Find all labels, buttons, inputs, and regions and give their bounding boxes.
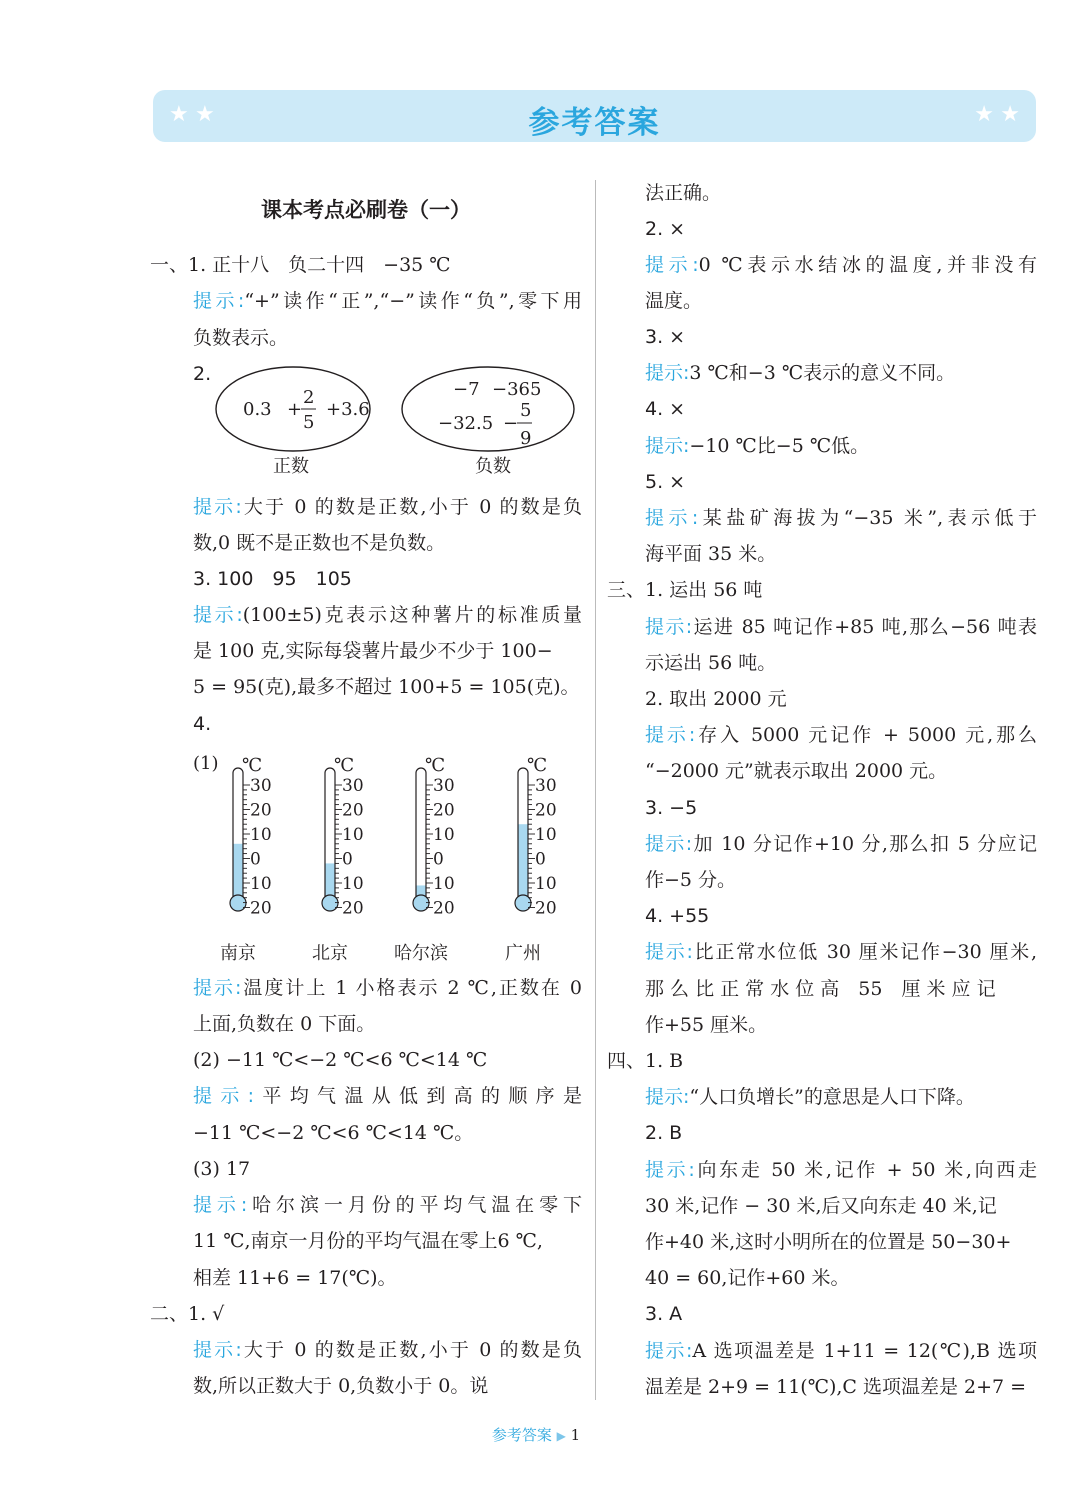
hint-line: 提示:3 ℃和−3 ℃表示的意义不同。 — [645, 362, 956, 384]
answer-line: 3. 100 95 105 — [193, 568, 352, 590]
number-sort-figure — [150, 365, 582, 485]
scale-label: 10 — [250, 825, 272, 845]
answer-line: 作−5 分。 — [645, 869, 737, 891]
hint-line: 提示:0 ℃表示水结冰的温度,并非没有 — [645, 254, 1037, 276]
answer-line: 法正确。 — [645, 182, 722, 204]
answer-line: 相差 11+6 = 17(℃)。 — [193, 1267, 397, 1289]
answer-line: 温度。 — [645, 290, 703, 312]
answer-line: 三、1. 运出 56 吨 — [607, 579, 763, 601]
hint-line: 提示:加 10 分记作+10 分,那么扣 5 分应记 — [645, 833, 1037, 855]
scale-label: 0 — [250, 849, 261, 870]
hint-line: 提示:存入 5000 元记作 + 5000 元,那么 — [645, 724, 1037, 746]
positive-label: 正数 — [273, 456, 309, 477]
answer-line: 5. × — [645, 471, 686, 493]
answer-banner — [153, 90, 1036, 142]
answer-line: 是 100 克,实际每袋薯片最少不少于 100− — [193, 640, 553, 662]
scale-label: 10 — [433, 874, 455, 894]
unit-label: ℃ — [425, 755, 446, 776]
positive-number: 0.3 — [243, 399, 272, 420]
scale-label: 30 — [250, 776, 272, 796]
scale-label: 10 — [342, 825, 364, 845]
answer-line: 3. × — [645, 326, 686, 348]
answer-line: 上面,负数在 0 下面。 — [193, 1013, 376, 1035]
answer-line: 作+40 米,这时小明所在的位置是 50−30+ — [645, 1231, 1012, 1253]
scale-label: 20 — [250, 898, 272, 919]
hint-line: 提示:比正常水位低 30 厘米记作−30 厘米, — [645, 941, 1037, 963]
scale-label: 20 — [342, 800, 364, 821]
thermometer-tube — [416, 768, 426, 897]
scale-label: 10 — [342, 874, 364, 894]
answer-line: 11 ℃,南京一月份的平均气温在零上6 ℃, — [193, 1230, 543, 1252]
answer-line: 30 米,记作 − 30 米,后又向东走 40 米,记 — [645, 1195, 997, 1217]
negative-number: − — [503, 413, 519, 434]
star-icon: ★ — [974, 102, 994, 127]
answer-line: 海平面 35 米。 — [645, 543, 777, 565]
fraction-numerator: 5 — [520, 400, 532, 421]
hint-line: 提示:A 选项温差是 1+11 = 12(℃),B 选项 — [645, 1340, 1037, 1362]
fraction-denominator: 9 — [520, 428, 532, 449]
footer-title: 参考答案 — [491, 1426, 552, 1444]
hint-line: 提示:“+”读作“正”,“−”读作“负”,零下用 — [193, 290, 582, 312]
scale-label: 20 — [342, 898, 364, 919]
answer-line: “−2000 元”就表示取出 2000 元。 — [645, 760, 948, 782]
city-label: 广州 — [505, 943, 541, 964]
scale-label: 20 — [535, 898, 557, 919]
hint-line: 提示:平均气温从低到高的顺序是 — [193, 1085, 582, 1107]
answer-line: 40 = 60,记作+60 米。 — [645, 1267, 850, 1289]
fraction-numerator: 2 — [303, 387, 315, 408]
thermometer-figure — [150, 747, 582, 967]
city-label: 哈尔滨 — [394, 943, 448, 964]
answer-line: 温差是 2+9 = 11(℃),C 选项温差是 2+7 = — [645, 1376, 1027, 1398]
scale-label: 20 — [433, 898, 455, 919]
star-icon: ★ — [195, 102, 215, 127]
play-arrow-icon: ▶ — [556, 1429, 566, 1443]
answer-line: 数,0 既不是正数也不是负数。 — [193, 532, 446, 554]
scale-label: 0 — [433, 849, 444, 870]
scale-label: 10 — [535, 825, 557, 845]
city-label: 北京 — [312, 943, 348, 964]
hint-line: 提示:温度计上 1 小格表示 2 ℃,正数在 0 — [193, 977, 582, 999]
city-label: 南京 — [220, 943, 256, 964]
answer-line: 2. 取出 2000 元 — [645, 688, 787, 710]
scale-label: 0 — [535, 849, 546, 870]
answer-line: 5 = 95(克),最多不超过 100+5 = 105(克)。 — [193, 676, 580, 698]
hint-line: 提示:大于 0 的数是正数,小于 0 的数是负 — [193, 496, 582, 518]
hint-line: 提示:运进 85 吨记作+85 吨,那么−56 吨表 — [645, 616, 1037, 638]
unit-label: ℃ — [527, 755, 548, 776]
column-divider — [595, 180, 596, 1400]
scale-label: 20 — [535, 800, 557, 821]
answer-line: 数,所以正数大于 0,负数小于 0。说 — [193, 1375, 489, 1397]
negative-number: −32.5 — [438, 413, 494, 434]
star-icon: ★ — [1000, 102, 1020, 127]
scale-label: 30 — [342, 776, 364, 796]
star-icon: ★ — [169, 102, 189, 127]
mercury-column — [233, 844, 243, 901]
unit-label: ℃ — [334, 755, 355, 776]
negative-number: −7 — [453, 379, 480, 400]
scale-label: 10 — [433, 825, 455, 845]
mercury-column — [518, 824, 528, 901]
section-title: 课本考点必刷卷（一） — [261, 198, 471, 222]
scale-label: 30 — [535, 776, 557, 796]
answer-line: 4. +55 — [645, 905, 710, 927]
answer-line: 4. — [193, 713, 212, 735]
unit-label: ℃ — [242, 755, 263, 776]
scale-label: 10 — [250, 874, 272, 894]
page-number: 1 — [570, 1426, 581, 1444]
answer-line: 作+55 厘米。 — [645, 1014, 768, 1036]
scale-label: 10 — [535, 874, 557, 894]
answer-line: 3. −5 — [645, 797, 698, 819]
answer-line: 2. B — [645, 1122, 683, 1144]
scale-label: 30 — [433, 776, 455, 796]
hint-line: 提示:−10 ℃比−5 ℃低。 — [645, 435, 870, 457]
banner-title: 参考答案 — [528, 105, 661, 141]
hint-line: 提示:某盐矿海拔为“−35 米”,表示低于 — [645, 507, 1037, 529]
hint-line: 提示:(100±5)克表示这种薯片的标准质量 — [193, 604, 582, 626]
hint-line: 提示:“人口负增长”的意思是人口下降。 — [645, 1086, 975, 1108]
answer-line: 2. — [193, 363, 212, 385]
answer-line: (3) 17 — [193, 1158, 251, 1180]
answer-line: 一、1. 正十八 负二十四 −35 ℃ — [150, 254, 451, 276]
negative-number: −365 — [492, 379, 542, 400]
answer-line: 四、1. B — [607, 1050, 684, 1072]
hint-line: 提示:哈尔滨一月份的平均气温在零下 — [193, 1194, 582, 1216]
hint-line: 提示:大于 0 的数是正数,小于 0 的数是负 — [193, 1339, 582, 1361]
answer-line: 那 么 比 正 常 水 位 高 55 厘 米 应 记 — [645, 978, 996, 1000]
answer-line: (2) −11 ℃<−2 ℃<6 ℃<14 ℃ — [193, 1049, 488, 1071]
answer-line: 4. × — [645, 398, 686, 420]
fraction-denominator: 5 — [303, 412, 315, 433]
scale-label: 20 — [250, 800, 272, 821]
answer-line: 负数表示。 — [193, 327, 289, 349]
scale-label: 20 — [433, 800, 455, 821]
scale-label: 0 — [342, 849, 353, 870]
answer-line: −11 ℃<−2 ℃<6 ℃<14 ℃。 — [193, 1122, 474, 1144]
positive-number: +3.6 — [326, 399, 370, 420]
page-footer — [0, 1424, 1072, 1445]
part-label: (1) — [193, 753, 219, 774]
positive-number: + — [287, 399, 303, 420]
negative-label: 负数 — [475, 456, 511, 477]
hint-line: 提示:向东走 50 米,记作 + 50 米,向西走 — [645, 1159, 1037, 1181]
answer-line: 二、1. √ — [150, 1303, 225, 1325]
answer-line: 2. × — [645, 218, 686, 240]
answer-line: 示运出 56 吨。 — [645, 652, 777, 674]
answer-line: 3. A — [645, 1303, 683, 1325]
